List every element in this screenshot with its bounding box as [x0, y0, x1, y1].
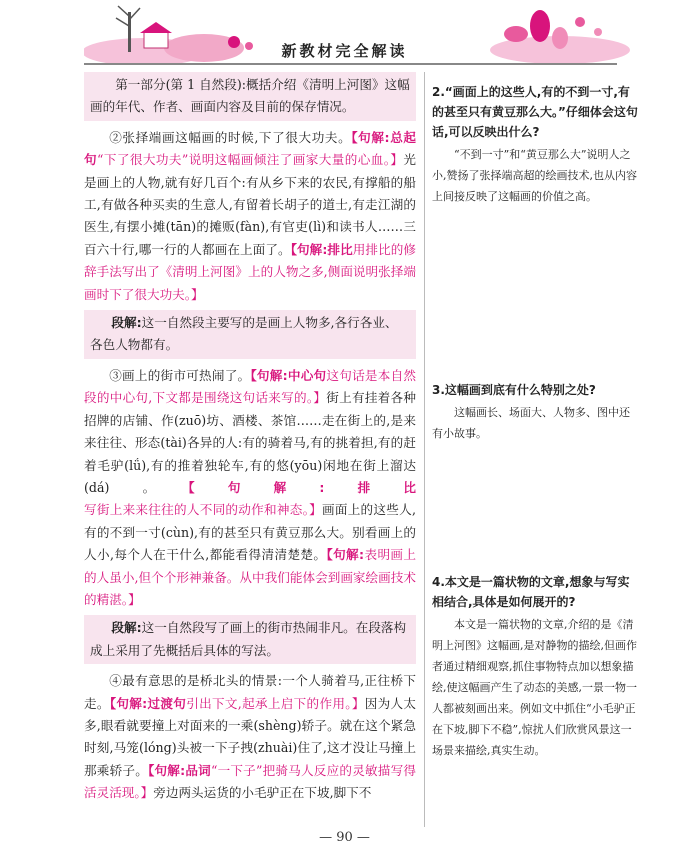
para3-note2-tag: 【句解:排比 — [188, 479, 416, 495]
para3-text2: 街上有挂着各种招牌的店铺、作(zuō)坊、酒楼、茶馆……走在街上的,是来来往往、形态(tài)各异的人:有的骑着马,有的挑着担,有的赶着毛驴(lǘ),有的推着独轮车,有的悠(yōu)闲地在街上溜达(dá)。 — [84, 390, 416, 495]
column-divider — [424, 72, 425, 827]
para3-note3-text: 表明画上的人虽小,但个个形神兼备。从中我们能体会到画家绘画技术的精湛。】 — [84, 547, 416, 607]
para2-note2-tag: 【句解:排比 — [290, 241, 353, 257]
header-rule — [84, 63, 617, 65]
question-3: 3.这幅画到底有什么特别之处? — [432, 383, 596, 397]
answer-3: 这幅画长、场面大、人物多、图中还有小故事。 — [432, 406, 630, 440]
main-text-column — [84, 68, 416, 805]
para4-note2-tag: 【句解:品词 — [148, 762, 211, 778]
part-summary-box — [84, 72, 416, 121]
para3-note1-text: 这句话是本自然段的中心句,下文都是围绕这句话来写的。】 — [84, 367, 416, 406]
side-question-2 — [432, 82, 640, 207]
answer-4: 本文是一篇状物的文章,介绍的是《清明上河图》这幅画,是对静物的描绘,但画作者通过精细观察,抓住事物特点加以想象描绘,使这幅画产生了动态的美感,一景一物一人都被刻画出来。例如文中抓住“小毛驴正在下坡,脚下不稳”,惊扰人们欣赏风景这一场景来描绘,真实生动。 — [432, 618, 637, 757]
para3-text1: ③画上的街市可热闹了。 — [109, 367, 251, 383]
para2-text2: 光是画上的人物,就有好几百个:有从乡下来的农民,有撑船的船工,有做各种买卖的生意人,有留着长胡子的道士,有走江湖的医生,有摆小摊(tān)的摊贩(fàn),有官吏(lì)和读书人……三百六十行,哪一行的人都画在上面了。 — [84, 152, 417, 257]
question-4: 4.本文是一篇状物的文章,想象与写实相结合,具体是如何展开的? — [432, 575, 630, 609]
paragraph-3 — [84, 365, 416, 611]
summary1-label: 段解: — [111, 315, 142, 331]
para4-note1-tag: 【句解:过渡句 — [109, 695, 187, 711]
para4-note1-text: 引出下文,起承上启下的作用。】 — [186, 695, 365, 711]
para3-text3: 画面上的这些人,有的不到一寸(cùn),有的甚至只有黄豆那么大。别看画上的人小,每个人在干什么,都能看得清清楚楚。 — [84, 502, 416, 563]
para2-note1-tag: 【句解:总起句 — [84, 129, 416, 168]
summary2-text: 这一自然段写了画上的街市热闹非凡。在段落构成上采用了先概括后具体的写法。 — [90, 620, 407, 658]
answer-2: “不到一寸”和“黄豆那么大”说明人之小,赞扬了张择端高超的绘画技术,也从内容上间接反映了这幅画的价值之高。 — [432, 148, 637, 203]
para4-text3: 旁边两头运货的小毛驴正在下坡,脚下不 — [153, 785, 372, 801]
question-2: 2.“画面上的这些人,有的不到一寸,有的甚至只有黄豆那么大。”仔细体会这句话,可以反映出什么? — [432, 85, 638, 139]
page-header — [0, 0, 689, 66]
para2-text1: ②张择端画这幅画的时候,下了很大功夫。 — [109, 129, 352, 145]
paragraph-4 — [84, 670, 416, 804]
para2-note2-text: 用排比的修辞手法写出了《清明上河图》上的人物之多,侧面说明张择端画时下了很大功夫。】 — [84, 241, 416, 302]
plant-decoration — [480, 4, 630, 64]
para3-note1-tag: 【句解:中心句 — [250, 367, 327, 383]
paragraph-2 — [84, 127, 416, 306]
header-title: 新教材完全解读 — [281, 42, 408, 60]
para4-note2-text: “一下子”把骑马人反应的灵敏描写得活灵活现。】 — [84, 762, 416, 801]
para2-note1-text: “下了很大功夫”说明这幅画倾注了画家大量的心血。】 — [97, 152, 404, 168]
side-question-3 — [432, 380, 640, 444]
paragraph-summary-1 — [84, 310, 416, 359]
part-summary-text: 第一部分(第 1 自然段):概括介绍《清明上河图》这幅画的年代、作者、画面内容及目前的保存情况。 — [90, 77, 410, 115]
paragraph-summary-2 — [84, 615, 416, 664]
para4-text1: ④最有意思的是桥北头的情景:一个人骑着马,正往桥下走。 — [84, 673, 416, 711]
para3-note2-text: 写街上来来往往的人不同的动作和神态。】 — [84, 502, 322, 518]
side-question-4 — [432, 572, 640, 761]
para4-text2: 因为人太多,眼看就要撞上对面来的一乘(shèng)轿子。就在这个紧急时刻,马笼(lóng)头被一下子拽(zhuài)住了,这才没让马撞上那乘轿子。 — [84, 695, 416, 778]
summary1-text: 这一自然段主要写的是画上人物多,各行各业、各色人物都有。 — [90, 315, 398, 353]
summary2-label: 段解: — [111, 620, 142, 636]
para3-note3-tag: 【句解: — [326, 547, 365, 563]
page-number: — 90 — — [319, 830, 370, 845]
